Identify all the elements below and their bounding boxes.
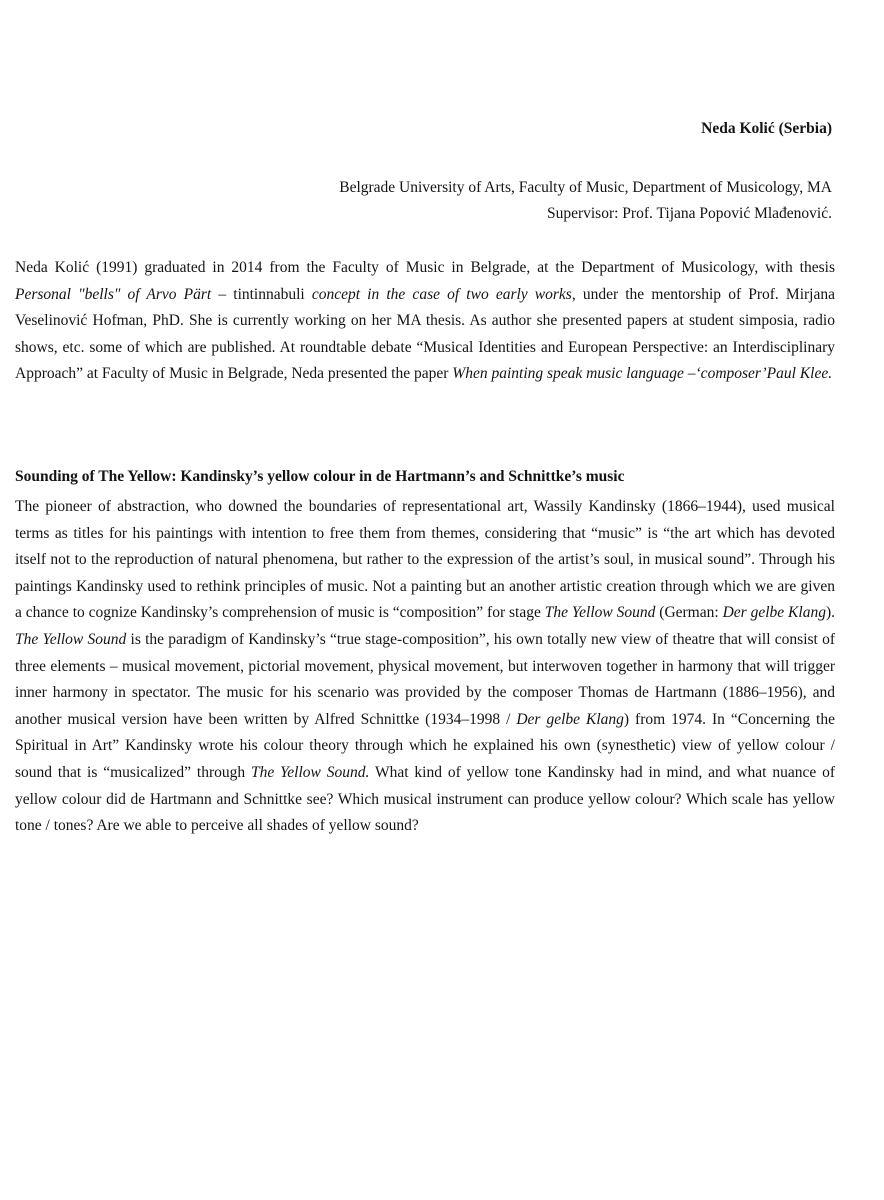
bio-text: – tintinnabuli (211, 285, 312, 303)
work-title-german: Der gelbe Klang (722, 604, 826, 622)
work-title: The Yellow Sound. (250, 763, 370, 781)
author-bio (15, 255, 835, 388)
abstract-text: (German: (655, 604, 723, 622)
work-title: The Yellow Sound (544, 604, 656, 622)
abstract-title: Sounding of The Yellow: Kandinsky’s yellow colour in de Hartmann’s and Schnittke’s music (15, 468, 625, 485)
work-title-german: Der gelbe Klang (516, 710, 624, 728)
thesis-title: Personal "bells" of Arvo Pärt (15, 285, 212, 303)
bio-text: Neda Kolić (1991) graduated in 2014 from the Faculty of Music in Belgrade, at the Department of Musicology, with thesis (15, 259, 835, 276)
bio-text: , under the mentorship of Prof. Mirjana Veselinović Hofman, PhD. She is currently working on her MA thesis. As author she presented papers at student simposia, radio shows, etc. some of which are published. At roundtable debate “Musical Identities and European Perspective: an Interdisciplinary Approach” at Faculty of Music in Belgrade, Neda presented the paper (15, 285, 835, 382)
abstract-text: The pioneer of abstraction, who downed the boundaries of representational art, Wassily Kandinsky (1866–1944), used musical terms as titles for his paintings with intention to free them from themes, considering that “music” is “the art which has devoted itself not to the reproduction of natural phenomena, but rather to the expression of the artist’s soul, in musical sound”. Through his paintings Kandinsky used to rethink principles of music. Not a painting but an another artistic creation through which we are given a chance to cognize Kandinsky’s comprehension of music is “composition” for stage (15, 498, 835, 622)
thesis-subtitle: concept in the case of two early works (311, 285, 572, 303)
affiliation-block (339, 175, 832, 227)
author-name: Neda Kolić (Serbia) (701, 120, 832, 137)
affiliation-line: Belgrade University of Arts, Faculty of Music, Department of Musicology, MA (339, 179, 832, 196)
work-title: The Yellow Sound (15, 630, 127, 648)
abstract-text: ) from 1974. In “Concerning the Spiritual in Art” Kandinsky wrote his colour theory through which he explained his own (synesthetic) view of yellow colour / sound that is “musicalized” through (15, 710, 835, 781)
abstract-text: What kind of yellow tone Kandinsky had in mind, and what nuance of yellow colour did de Hartmann and Schnittke see? Which musical instrument can produce yellow colour? Which scale has yellow tone / tones? Are we able to perceive all shades of yellow sound? (15, 763, 835, 835)
abstract-body (15, 494, 835, 840)
supervisor-line: Supervisor: Prof. Tijana Popović Mlađenović. (546, 205, 832, 222)
paper-title: When painting speak music language –‘composer’Paul Klee. (452, 365, 833, 382)
abstract-text: ). (825, 604, 835, 622)
abstract-text: is the paradigm of Kandinsky’s “true stage-composition”, his own totally new view of theatre that will consist of three elements – musical movement, pictorial movement, physical movement, but interwoven together in harmony that will trigger inner harmony in spectator. The music for his scenario was provided by the composer Thomas de Hartmann (1886–1956), and another musical version have been written by Alfred Schnittke (1934–1998 / (15, 630, 836, 728)
